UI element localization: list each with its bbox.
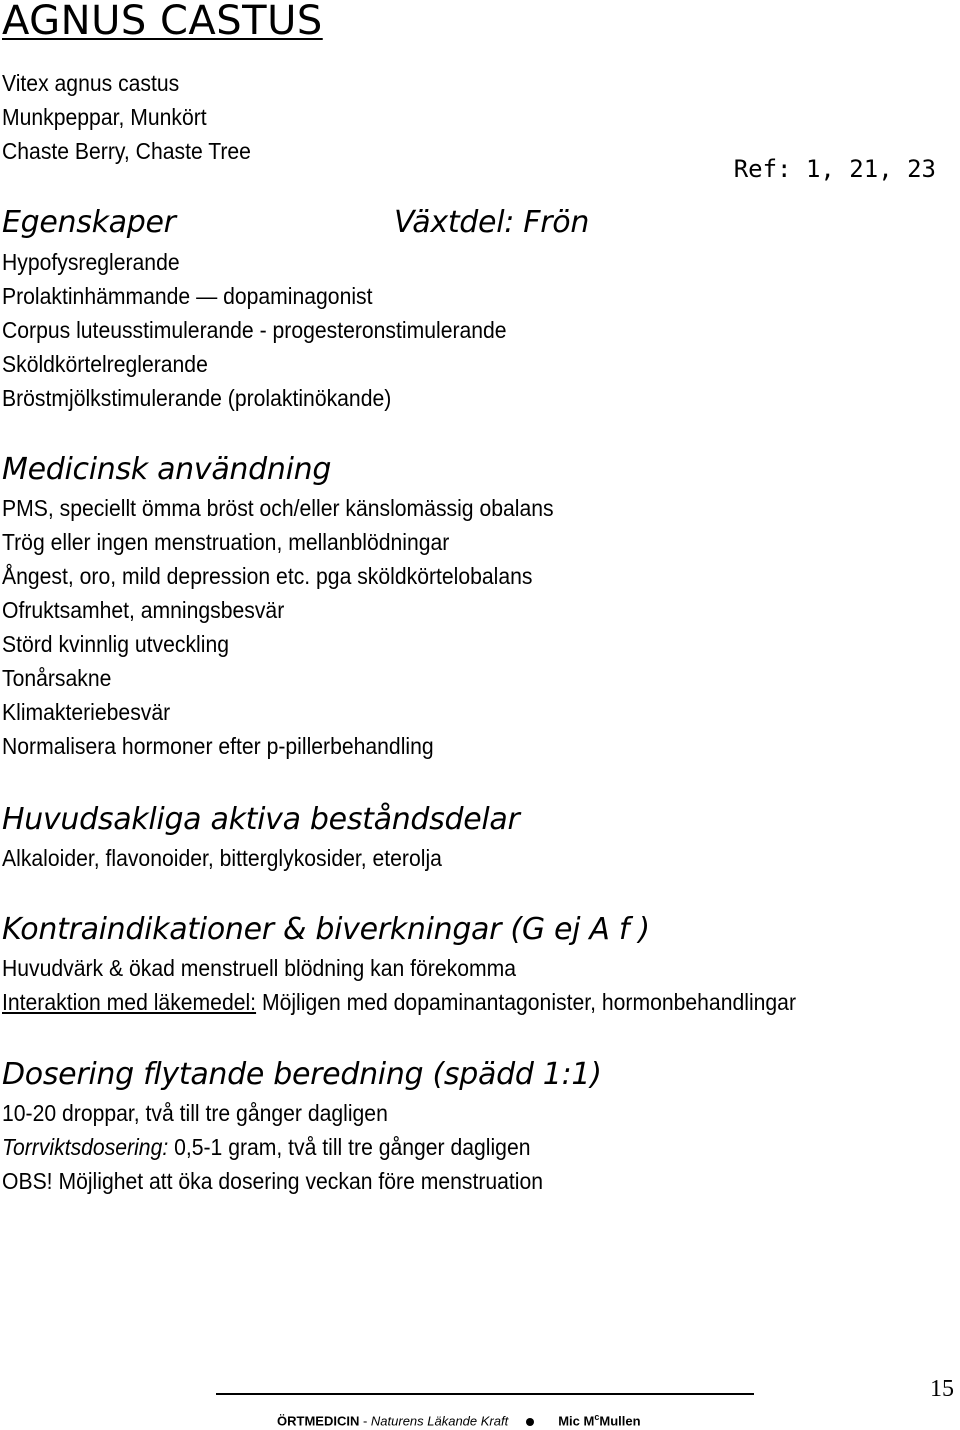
swedish-name: Munkpeppar, Munkört <box>2 104 207 130</box>
kontra-line: Huvudvärk & ökad menstruell blödning kan förekomma <box>2 955 516 981</box>
english-name: Chaste Berry, Chaste Tree <box>2 138 251 164</box>
list-item: Prolaktinhämmande — dopaminagonist <box>2 283 373 309</box>
plant-names <box>2 66 251 168</box>
interaktion-label: Interaktion med läkemedel: <box>2 989 257 1015</box>
footer-separator: - <box>359 1413 371 1429</box>
egenskaper-heading: Egenskaper <box>2 205 176 240</box>
torrvikt-label: Torrviktsdosering: <box>2 1134 169 1160</box>
obs-line: OBS! Möjlighet att öka dosering veckan före menstruation <box>2 1168 544 1194</box>
footer-subtitle: Naturens Läkande Kraft <box>370 1413 509 1429</box>
list-item: Bröstmjölkstimulerande (prolaktinökande) <box>2 385 392 411</box>
footer-author-sup: c <box>594 1412 600 1422</box>
list-item: Störd kvinnlig utveckling <box>2 631 229 657</box>
footer-author-last: Mullen <box>599 1413 641 1429</box>
aktiva-heading: Huvudsakliga aktiva beståndsdelar <box>2 802 520 837</box>
list-item: PMS, speciellt ömma bröst och/eller känslomässig obalans <box>2 495 554 521</box>
list-item: Corpus luteusstimulerande - progesteronstimulerande <box>2 317 507 343</box>
latin-name: Vitex agnus castus <box>2 70 180 96</box>
list-item: Trög eller ingen menstruation, mellanblödningar <box>2 529 450 555</box>
torrvikt-line <box>2 1130 543 1164</box>
list-item: Hypofysreglerande <box>2 249 180 275</box>
interaktion-text: Möjligen med dopaminantagonister, hormonbehandlingar <box>256 989 797 1015</box>
kontra-text <box>2 951 796 1019</box>
list-item: Klimakteriebesvär <box>2 699 171 725</box>
aktiva-text: Alkaloider, flavonoider, bitterglykosider, eterolja <box>2 845 442 871</box>
medicinsk-list <box>2 491 554 763</box>
list-item: Normalisera hormoner efter p-pillerbehandling <box>2 733 434 759</box>
medicinsk-heading: Medicinsk användning <box>2 452 332 487</box>
egenskaper-list <box>2 245 507 415</box>
list-item: Ofruktsamhet, amningsbesvär <box>2 597 285 623</box>
footer-divider <box>216 1393 754 1395</box>
list-item: Sköldkörtelreglerande <box>2 351 208 377</box>
reference: Ref: 1, 21, 23 <box>733 155 936 183</box>
interaktion-line <box>2 985 796 1019</box>
torrvikt-text: 0,5-1 gram, två till tre gånger dagligen <box>168 1134 531 1160</box>
vaxtdel-heading: Växtdel: Frön <box>394 205 590 240</box>
page-number: 15 <box>930 1376 954 1402</box>
bullet-icon <box>526 1418 534 1426</box>
list-item: Tonårsakne <box>2 665 112 691</box>
list-item: Ångest, oro, mild depression etc. pga sköldkörtelobalans <box>2 563 533 589</box>
dosering-line: 10-20 droppar, två till tre gånger dagligen <box>2 1100 388 1126</box>
dosering-heading: Dosering flytande beredning (spädd 1:1) <box>2 1057 602 1092</box>
page-title: AGNUS CASTUS <box>2 0 323 44</box>
dosering-text <box>2 1096 543 1198</box>
kontra-heading: Kontraindikationer & biverkningar (G ej A f ) <box>2 912 650 947</box>
footer-author-first: Mic M <box>558 1413 595 1429</box>
footer-book-title: ÖRTMEDICIN <box>277 1413 360 1429</box>
